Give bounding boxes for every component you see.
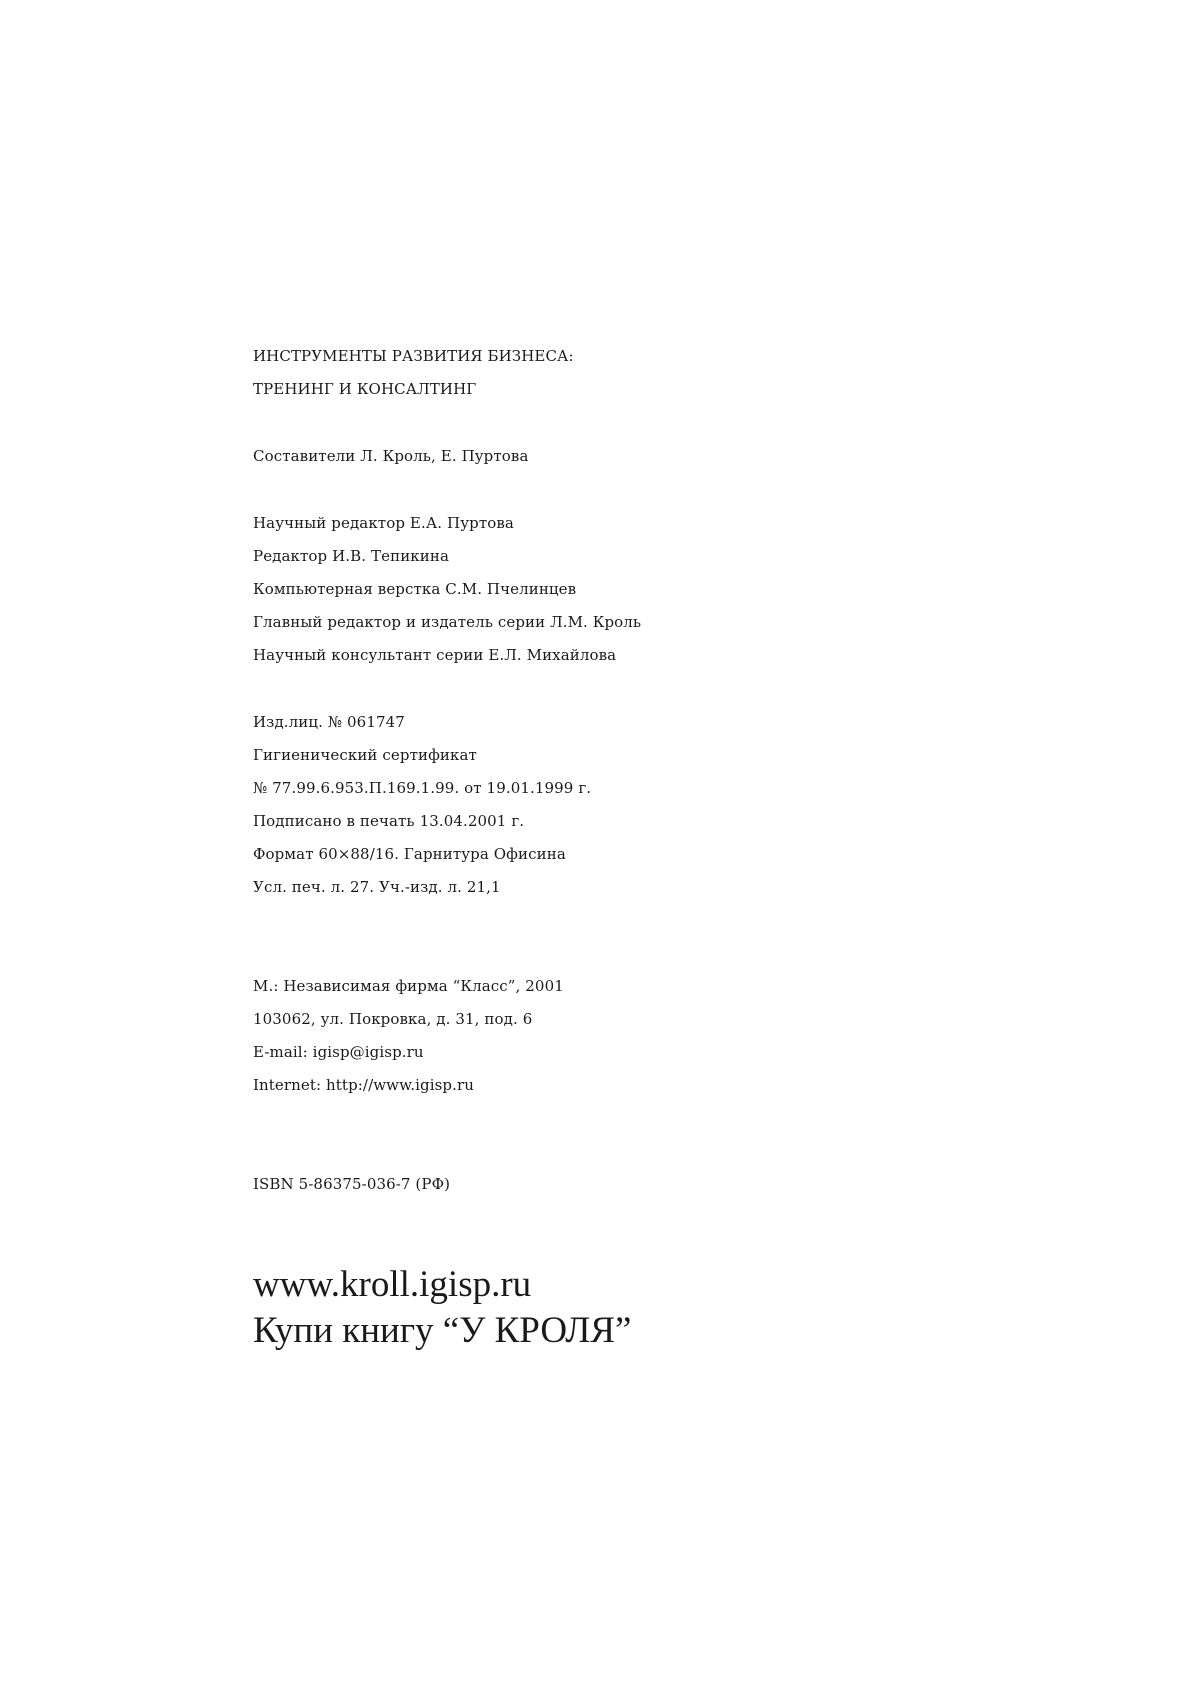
publishing-license: Изд.лиц. № 061747 [253, 713, 405, 731]
signed-to-print: Подписано в печать 13.04.2001 г. [253, 812, 525, 830]
credit-series-consultant: Научный консультант серии Е.Л. Михайлова [253, 646, 617, 664]
hygiene-certificate: Гигиенический сертификат [253, 746, 477, 764]
spacer [253, 473, 1013, 507]
spacer [253, 904, 1013, 970]
credit-layout: Компьютерная верстка С.М. Пчелинцев [253, 580, 577, 598]
promo-url: www.kroll.igisp.ru [253, 1264, 532, 1305]
book-title-line-1: ИНСТРУМЕНТЫ РАЗВИТИЯ БИЗНЕСА: [253, 347, 574, 365]
certificate-number: № 77.99.6.953.П.169.1.99. от 19.01.1999 г. [253, 779, 592, 797]
credit-chief-editor: Главный редактор и издатель серии Л.М. Кроль [253, 613, 642, 631]
credit-science-editor: Научный редактор Е.А. Пуртова [253, 514, 514, 532]
promo-block [253, 1262, 631, 1354]
publisher-address: 103062, ул. Покровка, д. 31, под. 6 [253, 1010, 533, 1028]
printed-sheets: Усл. печ. л. 27. Уч.-изд. л. 21,1 [253, 878, 501, 896]
spacer [253, 672, 1013, 706]
compilers: Составители Л. Кроль, Е. Пуртова [253, 447, 529, 465]
format-typeface: Формат 60×88/16. Гарнитура Офисина [253, 845, 566, 863]
publisher-name: М.: Независимая фирма “Класс”, 2001 [253, 977, 564, 995]
book-title-line-2: ТРЕНИНГ И КОНСАЛТИНГ [253, 380, 477, 398]
spacer [253, 1102, 1013, 1168]
imprint-block [253, 340, 1013, 1201]
isbn: ISBN 5-86375-036-7 (РФ) [253, 1175, 451, 1193]
credit-editor: Редактор И.В. Тепикина [253, 547, 450, 565]
promo-slogan: Купи книгу “У КРОЛЯ” [253, 1310, 632, 1351]
spacer [253, 406, 1013, 440]
publisher-email: E-mail: igisp@igisp.ru [253, 1043, 424, 1061]
publisher-website: Internet: http://www.igisp.ru [253, 1076, 475, 1094]
